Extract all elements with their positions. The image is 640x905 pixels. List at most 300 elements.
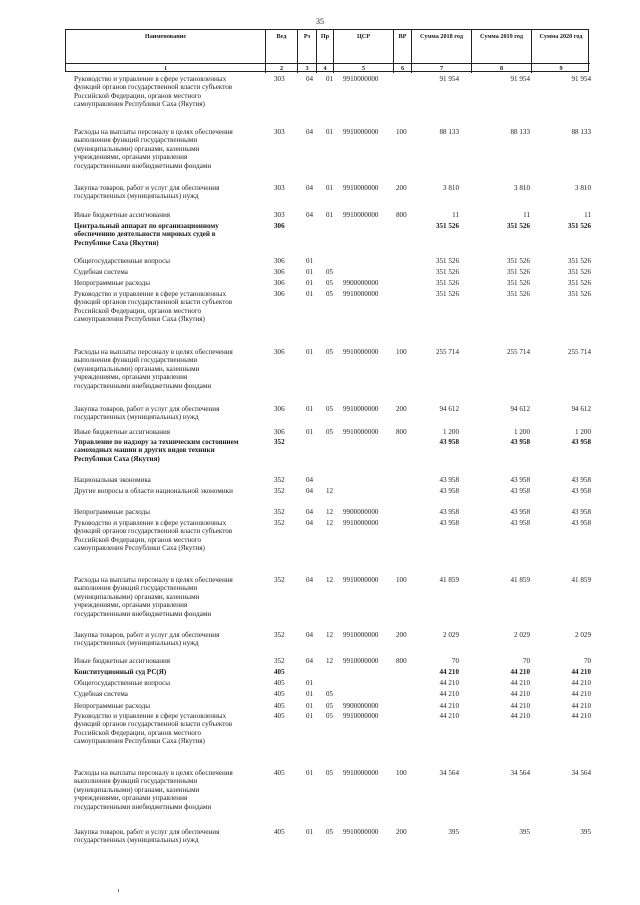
cell-s2020: 70 [583, 657, 591, 665]
row-name [74, 428, 264, 436]
cell-pr: 12 [326, 508, 334, 516]
row-name-line: (муниципальными) органами, казенными [74, 144, 200, 153]
row-name-line: Расходы на выплаты персоналу в целях обеспечения [74, 769, 233, 777]
cell-s2018: 44 210 [439, 702, 459, 710]
cell-s2020: 44 210 [571, 668, 591, 676]
row-name-line: Управление по надзору за техническим состоянием [74, 438, 239, 446]
cell-s2018: 70 [451, 657, 459, 665]
cell-vr: 100 [396, 128, 407, 136]
cell-pr: 01 [326, 184, 334, 192]
row-name-line: Расходы на выплаты персоналу в целях обеспечения [74, 576, 233, 584]
row-name-line: государственных (муниципальных) нужд [74, 836, 199, 845]
cell-csr: 9910000000 [343, 631, 379, 639]
row-name [74, 348, 264, 390]
row-name [74, 519, 264, 553]
row-name-line: самоуправления Республики Саха (Якутия) [74, 544, 205, 553]
row-name [74, 438, 264, 463]
header-title: Сумма 2020 год [539, 33, 583, 40]
row-name-line: (муниципальными) органами, казенными [74, 592, 200, 601]
cell-s2018: 94 612 [439, 405, 459, 413]
cell-rz: 01 [306, 290, 314, 298]
row-name-line: выполнения функций государственными [74, 356, 198, 365]
header-title: Рз [303, 33, 311, 40]
cell-csr: 9910000000 [343, 712, 379, 720]
cell-rz: 04 [306, 211, 314, 219]
cell-ved: 306 [274, 257, 285, 265]
cell-rz: 04 [306, 657, 314, 665]
cell-ved: 306 [274, 428, 285, 436]
cell-s2018: 351 526 [435, 222, 459, 230]
cell-rz: 04 [306, 476, 314, 484]
cell-csr: 9910000000 [343, 75, 379, 83]
cell-s2020: 351 526 [567, 279, 591, 287]
cell-s2020: 44 210 [571, 702, 591, 710]
row-name [74, 657, 264, 665]
cell-pr: 12 [326, 631, 334, 639]
cell-s2019: 43 958 [510, 438, 530, 446]
row-name-line: государственными внебюджетными фондами [74, 381, 212, 390]
cell-rz: 04 [306, 184, 314, 192]
cell-csr: 9910000000 [343, 428, 379, 436]
table-header [65, 29, 589, 72]
header-title: Сумма 2018 год [420, 33, 463, 40]
row-name-line: государственных (муниципальных) нужд [74, 413, 199, 422]
row-name-line: (муниципальными) органами, казенными [74, 785, 200, 794]
cell-s2020: 255 714 [567, 348, 591, 356]
cell-s2018: 11 [452, 211, 459, 219]
row-name-line: Иные бюджетные ассигнования [74, 428, 171, 436]
cell-ved: 306 [274, 222, 285, 230]
cell-csr: 9910000000 [343, 657, 379, 665]
cell-rz: 04 [306, 576, 314, 584]
cell-rz: 01 [306, 712, 314, 720]
cell-s2018: 43 958 [439, 438, 459, 446]
cell-s2019: 41 859 [510, 576, 530, 584]
cell-s2019: 351 526 [506, 257, 530, 265]
cell-s2019: 44 210 [510, 712, 530, 720]
cell-ved: 405 [274, 702, 285, 710]
cell-vr: 800 [396, 211, 407, 219]
cell-pr: 12 [326, 519, 334, 527]
header-column-number: 4 [317, 63, 333, 73]
row-name [74, 476, 264, 484]
cell-s2020: 44 210 [571, 690, 591, 698]
cell-s2018: 255 714 [435, 348, 459, 356]
cell-rz: 01 [306, 348, 314, 356]
cell-csr: 9900000000 [343, 279, 379, 287]
row-name [74, 211, 264, 219]
row-name [74, 828, 264, 845]
cell-s2020: 34 564 [571, 769, 591, 777]
cell-s2019: 1 200 [514, 428, 530, 436]
cell-pr: 05 [326, 290, 334, 298]
row-name-line: Закупка товаров, работ и услуг для обеспечения [74, 405, 220, 413]
cell-pr: 01 [326, 75, 334, 83]
cell-s2019: 351 526 [506, 222, 530, 230]
row-name-line: функций органов государственной власти субъектов [74, 298, 233, 307]
header-column-number: 9 [532, 63, 590, 73]
cell-pr: 05 [326, 405, 334, 413]
row-name-line: Закупка товаров, работ и услуг для обеспечения [74, 631, 220, 639]
row-name-line: Другие вопросы в области национальной экономики [74, 487, 233, 495]
row-name [74, 487, 264, 495]
header-column-number: 2 [266, 63, 297, 73]
header-title: Пр [320, 33, 330, 40]
cell-csr: 9910000000 [343, 211, 379, 219]
row-name [74, 769, 264, 811]
cell-s2019: 255 714 [506, 348, 530, 356]
row-name-line: самоуправления Республики Саха (Якутия) [74, 737, 205, 746]
cell-pr: 05 [326, 268, 334, 276]
cell-ved: 306 [274, 348, 285, 356]
cell-s2020: 43 958 [571, 487, 591, 495]
cell-s2018: 43 958 [439, 519, 459, 527]
cell-s2020: 351 526 [567, 268, 591, 276]
cell-pr: 05 [326, 348, 334, 356]
row-name-line: Непрограммные расходы [74, 702, 150, 710]
cell-s2020: 43 958 [571, 476, 591, 484]
cell-s2018: 43 958 [439, 508, 459, 516]
cell-csr: 9910000000 [343, 576, 379, 584]
row-name-line: выполнения функций государственными [74, 584, 198, 593]
header-cell [472, 30, 532, 73]
cell-s2018: 44 210 [439, 679, 459, 687]
cell-rz: 01 [306, 279, 314, 287]
cell-pr: 01 [326, 128, 334, 136]
cell-ved: 405 [274, 769, 285, 777]
cell-s2020: 351 526 [567, 290, 591, 298]
row-name-line: государственными внебюджетными фондами [74, 609, 212, 618]
cell-s2018: 351 526 [435, 257, 459, 265]
row-name-line: Расходы на выплаты персоналу в целях обеспечения [74, 128, 233, 136]
row-name-line: Республике Саха (Якутия) [74, 238, 159, 247]
cell-s2020: 91 954 [571, 75, 591, 83]
cell-s2019: 34 564 [510, 769, 530, 777]
cell-s2020: 43 958 [571, 508, 591, 516]
cell-ved: 352 [274, 508, 285, 516]
header-title: Сумма 2019 год [480, 33, 523, 40]
row-name-line: Общегосударственные вопросы [74, 257, 171, 265]
header-cell [532, 30, 590, 73]
header-title: Наименование [144, 33, 187, 40]
cell-s2018: 34 564 [439, 769, 459, 777]
cell-s2019: 43 958 [510, 519, 530, 527]
cell-s2020: 43 958 [571, 438, 591, 446]
row-name-line: Российской Федерации, органов местного [74, 91, 202, 100]
row-name-line: Непрограммные расходы [74, 279, 150, 287]
header-column-number: 7 [412, 63, 471, 73]
cell-rz: 04 [306, 631, 314, 639]
cell-ved: 405 [274, 828, 285, 836]
cell-s2018: 44 210 [439, 690, 459, 698]
cell-vr: 200 [396, 631, 407, 639]
row-name-line: Национальная экономика [74, 476, 151, 484]
row-name [74, 128, 264, 170]
cell-csr: 9910000000 [343, 348, 379, 356]
cell-s2020: 3 810 [575, 184, 591, 192]
cell-pr: 05 [326, 712, 334, 720]
cell-s2018: 41 859 [439, 576, 459, 584]
row-name [74, 257, 264, 265]
cell-csr: 9910000000 [343, 290, 379, 298]
cell-ved: 405 [274, 690, 285, 698]
row-name-line: учреждениями, органами управления [74, 601, 188, 610]
cell-s2019: 3 810 [514, 184, 530, 192]
cell-rz: 04 [306, 75, 314, 83]
cell-s2018: 43 958 [439, 476, 459, 484]
cell-s2018: 44 210 [439, 712, 459, 720]
cell-s2019: 351 526 [506, 279, 530, 287]
cell-ved: 352 [274, 438, 285, 446]
row-name-line: Закупка товаров, работ и услуг для обеспечения [74, 184, 220, 192]
row-name-line: Конституционный суд РС(Я) [74, 668, 167, 676]
cell-rz: 04 [306, 508, 314, 516]
row-name-line: Российской Федерации, органов местного [74, 728, 202, 737]
cell-rz: 01 [306, 769, 314, 777]
row-name-line: Руководство и управление в сфере установленных [74, 290, 227, 298]
cell-s2019: 351 526 [506, 290, 530, 298]
page-number: 35 [316, 17, 324, 26]
row-name [74, 679, 264, 687]
row-name [74, 668, 264, 676]
header-title: Вед [276, 33, 287, 40]
row-name-line: учреждениями, органами управления [74, 153, 188, 162]
page-mark [118, 889, 119, 892]
row-name-line: Иные бюджетные ассигнования [74, 211, 171, 219]
row-name [74, 184, 264, 201]
cell-s2019: 11 [523, 211, 530, 219]
cell-s2018: 91 954 [439, 75, 459, 83]
cell-rz: 01 [306, 679, 314, 687]
header-column-number: 5 [334, 63, 393, 73]
cell-ved: 303 [274, 75, 285, 83]
cell-csr: 9910000000 [343, 128, 379, 136]
cell-rz: 04 [306, 128, 314, 136]
row-name [74, 690, 264, 698]
cell-s2019: 44 210 [510, 679, 530, 687]
row-name-line: Судебная система [74, 690, 128, 698]
row-name-line: выполнения функций государственными [74, 777, 198, 786]
cell-s2020: 94 612 [571, 405, 591, 413]
cell-ved: 303 [274, 184, 285, 192]
row-name [74, 268, 264, 276]
cell-pr: 05 [326, 428, 334, 436]
cell-csr: 9910000000 [343, 769, 379, 777]
cell-s2018: 395 [448, 828, 459, 836]
cell-rz: 01 [306, 428, 314, 436]
row-name [74, 222, 264, 247]
cell-csr: 9910000000 [343, 184, 379, 192]
cell-csr: 9910000000 [343, 519, 379, 527]
cell-s2019: 2 029 [514, 631, 530, 639]
row-name-line: (муниципальными) органами, казенными [74, 364, 200, 373]
cell-s2018: 43 958 [439, 487, 459, 495]
header-title: ВР [398, 33, 407, 40]
cell-s2018: 351 526 [435, 268, 459, 276]
cell-rz: 04 [306, 519, 314, 527]
cell-s2018: 44 210 [439, 668, 459, 676]
cell-s2019: 44 210 [510, 668, 530, 676]
row-name-line: Российской Федерации, органов местного [74, 306, 202, 315]
cell-s2020: 44 210 [571, 679, 591, 687]
cell-ved: 306 [274, 279, 285, 287]
cell-pr: 05 [326, 828, 334, 836]
cell-ved: 352 [274, 657, 285, 665]
cell-s2018: 3 810 [443, 184, 459, 192]
row-name-line: Судебная система [74, 268, 128, 276]
row-name [74, 405, 264, 422]
header-cell [334, 30, 394, 73]
header-title: ЦСР [356, 33, 371, 40]
cell-csr: 9910000000 [343, 828, 379, 836]
cell-pr: 05 [326, 702, 334, 710]
row-name-line: функций органов государственной власти субъектов [74, 720, 233, 729]
cell-s2020: 44 210 [571, 712, 591, 720]
cell-ved: 405 [274, 712, 285, 720]
row-name-line: самоходных машин и других видов техники [74, 446, 215, 455]
header-column-number: 6 [394, 63, 411, 73]
cell-s2019: 88 133 [510, 128, 530, 136]
cell-s2019: 91 954 [510, 75, 530, 83]
cell-s2020: 351 526 [567, 222, 591, 230]
cell-s2020: 2 029 [575, 631, 591, 639]
row-name-line: Закупка товаров, работ и услуг для обеспечения [74, 828, 220, 836]
cell-ved: 306 [274, 405, 285, 413]
row-name-line: Руководство и управление в сфере установленных [74, 75, 227, 83]
row-name [74, 702, 264, 710]
header-column-number: 3 [298, 63, 316, 73]
row-name-line: функций органов государственной власти субъектов [74, 527, 233, 536]
cell-ved: 306 [274, 268, 285, 276]
row-name-line: Расходы на выплаты персоналу в целях обеспечения [74, 348, 233, 356]
cell-ved: 306 [274, 290, 285, 298]
row-name-line: функций органов государственной власти субъектов [74, 83, 233, 92]
cell-csr: 9900000000 [343, 508, 379, 516]
cell-s2019: 94 612 [510, 405, 530, 413]
row-name [74, 631, 264, 648]
cell-csr: 9900000000 [343, 702, 379, 710]
cell-pr: 05 [326, 279, 334, 287]
cell-vr: 100 [396, 348, 407, 356]
row-name-line: самоуправления Республики Саха (Якутия) [74, 315, 205, 324]
cell-s2018: 351 526 [435, 279, 459, 287]
row-name-line: государственными внебюджетными фондами [74, 161, 212, 170]
cell-s2019: 44 210 [510, 702, 530, 710]
row-name [74, 290, 264, 324]
cell-s2018: 2 029 [443, 631, 459, 639]
row-name [74, 712, 264, 746]
cell-s2019: 43 958 [510, 508, 530, 516]
row-name-line: Непрограммные расходы [74, 508, 150, 516]
cell-pr: 05 [326, 690, 334, 698]
row-name [74, 279, 264, 287]
row-name-line: Руководство и управление в сфере установленных [74, 712, 227, 720]
cell-s2020: 395 [580, 828, 591, 836]
cell-vr: 800 [396, 428, 407, 436]
cell-s2020: 43 958 [571, 519, 591, 527]
cell-ved: 352 [274, 487, 285, 495]
row-name-line: выполнения функций государственными [74, 136, 198, 145]
cell-pr: 01 [326, 211, 334, 219]
cell-csr: 9910000000 [343, 405, 379, 413]
row-name-line: Иные бюджетные ассигнования [74, 657, 171, 665]
cell-ved: 352 [274, 519, 285, 527]
cell-ved: 405 [274, 668, 285, 676]
cell-s2019: 70 [522, 657, 530, 665]
cell-s2020: 11 [584, 211, 591, 219]
header-cell [298, 30, 317, 73]
row-name-line: Российской Федерации, органов местного [74, 535, 202, 544]
cell-pr: 12 [326, 487, 334, 495]
row-name-line: государственных (муниципальных) нужд [74, 639, 199, 648]
cell-vr: 200 [396, 828, 407, 836]
header-cell [412, 30, 472, 73]
cell-pr: 12 [326, 657, 334, 665]
cell-s2020: 1 200 [575, 428, 591, 436]
cell-vr: 100 [396, 769, 407, 777]
cell-rz: 01 [306, 702, 314, 710]
cell-ved: 352 [274, 631, 285, 639]
cell-s2019: 44 210 [510, 690, 530, 698]
cell-rz: 01 [306, 257, 314, 265]
row-name-line: государственными внебюджетными фондами [74, 802, 212, 811]
cell-ved: 303 [274, 128, 285, 136]
cell-s2020: 88 133 [571, 128, 591, 136]
cell-s2018: 1 200 [443, 428, 459, 436]
cell-s2019: 351 526 [506, 268, 530, 276]
cell-vr: 200 [396, 184, 407, 192]
cell-rz: 01 [306, 828, 314, 836]
row-name [74, 75, 264, 109]
cell-ved: 303 [274, 211, 285, 219]
header-cell [317, 30, 334, 73]
header-cell [266, 30, 298, 73]
row-name-line: Руководство и управление в сфере установленных [74, 519, 227, 527]
row-name-line: учреждениями, органами управления [74, 794, 188, 803]
row-name-line: обеспечению деятельности мировых судей в [74, 230, 216, 239]
cell-s2020: 351 526 [567, 257, 591, 265]
cell-s2018: 88 133 [439, 128, 459, 136]
cell-s2019: 43 958 [510, 487, 530, 495]
cell-rz: 04 [306, 487, 314, 495]
row-name-line: Центральный аппарат по организационному [74, 222, 219, 230]
cell-s2018: 351 526 [435, 290, 459, 298]
header-cell [394, 30, 412, 73]
cell-ved: 352 [274, 476, 285, 484]
cell-pr: 05 [326, 769, 334, 777]
cell-vr: 800 [396, 657, 407, 665]
cell-s2019: 395 [519, 828, 530, 836]
cell-rz: 01 [306, 268, 314, 276]
cell-rz: 01 [306, 690, 314, 698]
cell-ved: 352 [274, 576, 285, 584]
row-name-line: Республики Саха (Якутия) [74, 454, 160, 463]
row-name-line: самоуправления Республики Саха (Якутия) [74, 100, 205, 109]
header-column-number: 8 [472, 63, 531, 73]
cell-vr: 100 [396, 576, 407, 584]
cell-vr: 200 [396, 405, 407, 413]
cell-ved: 405 [274, 679, 285, 687]
row-name [74, 508, 264, 516]
cell-s2020: 41 859 [571, 576, 591, 584]
row-name-line: государственных (муниципальных) нужд [74, 192, 199, 201]
cell-pr: 12 [326, 576, 334, 584]
row-name-line: учреждениями, органами управления [74, 373, 188, 382]
header-cell [66, 30, 266, 73]
cell-s2019: 43 958 [510, 476, 530, 484]
row-name [74, 576, 264, 618]
row-name-line: Общегосударственные вопросы [74, 679, 171, 687]
